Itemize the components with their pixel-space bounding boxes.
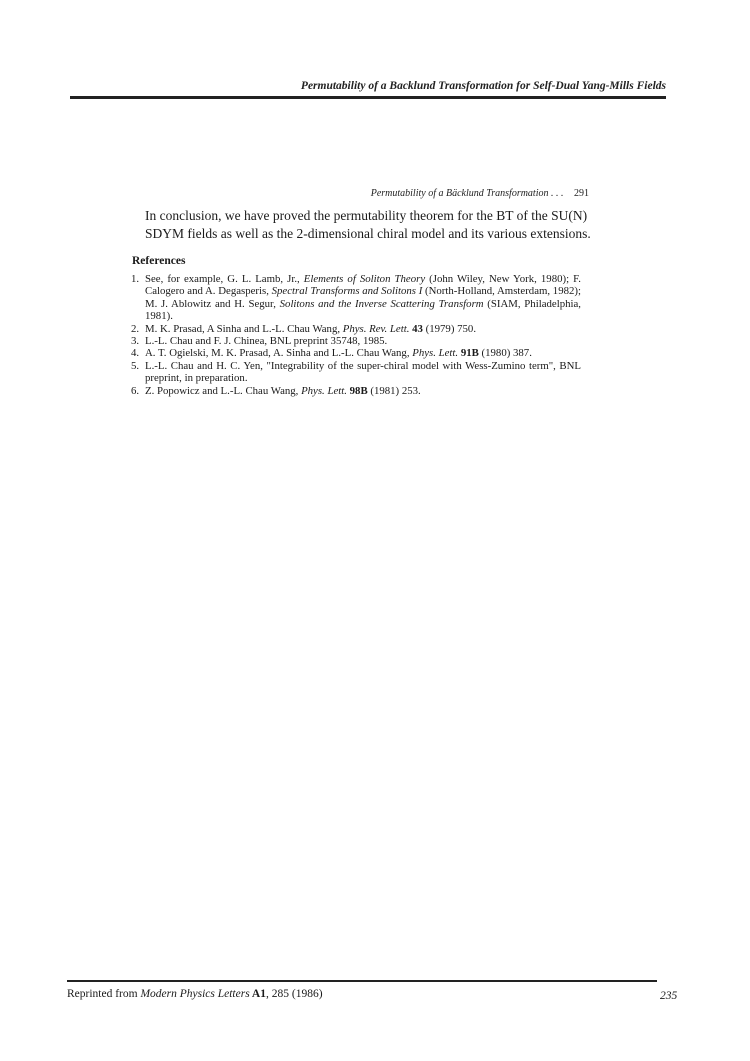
reference-number: 4. [131,347,140,360]
reference-item [131,385,581,397]
reference-text-part: Elements of Soliton Theory [303,273,426,285]
footer-volume: A1 [249,988,266,1000]
reference-text-part: Z. Popowicz and L.-L. Chau Wang, [145,384,302,397]
reference-text-part: (1981) 253. [367,384,421,397]
footer-journal: Modern Physics Letters [140,988,250,1000]
header-rule [70,96,666,99]
reference-item [131,273,581,323]
reference-text-part: (1980) 387. [478,347,532,360]
reference-text-part: Spectral Transforms and Solitons I [271,285,423,298]
reference-text-part: Phys. Lett. [301,384,347,397]
footer-citation [67,988,323,1000]
reference-text-part: L.-L. Chau and F. J. Chinea, BNL preprint 35748, 1985. [145,335,388,348]
footer-prefix: Reprinted from [67,988,141,1000]
reference-text-part: See, for example, G. L. Lamb, Jr., [145,273,304,285]
page-number: 235 [660,990,678,1002]
footer-rule [67,980,657,982]
reference-number: 1. [131,273,140,285]
reference-text-part: Phys. Rev. Lett. [342,322,410,335]
reference-text-part: (SIAM, Philadelphia, 1981). [145,297,581,323]
reference-text-part: (1979) 750. [422,322,477,335]
running-head: Permutability of a Backlund Transformation for Self-Dual Yang-Mills Fields [300,80,666,92]
reference-text [145,360,581,385]
inner-header-title: Permutability of a Bäcklund Transformation . . . [370,188,564,199]
reference-number: 6. [131,384,140,397]
reference-item [131,335,581,347]
references-list [131,273,581,397]
reference-text [145,385,581,397]
reference-text-part: L.-L. Chau and H. C. Yen, "Integrability of the super-chiral model with Wess-Zumino term", BNL preprint, in preparation. [145,359,581,385]
reference-text [145,335,581,347]
reference-item [131,323,581,335]
reference-text-part: 91B [460,347,479,360]
reference-item [131,360,581,385]
inner-header-page-number: 291 [574,188,589,199]
reference-text-part: 98B [349,384,368,397]
reference-text-part: A. T. Ogielski, M. K. Prasad, A. Sinha and L.-L. Chau Wang, [145,347,413,360]
reference-number: 2. [131,322,140,335]
reference-text-part: (North-Holland, Amsterdam, 1982); M. J. Ablowitz and H. Segur, [145,285,581,310]
reference-text [145,273,581,323]
reference-text [145,347,581,359]
reference-text-part: M. K. Prasad, A Sinha and L.-L. Chau Wang, [145,322,343,335]
reference-text-part: Phys. Lett. [412,347,459,360]
reference-text-part: 43 [412,322,423,335]
reference-text-part: (John Wiley, New York, 1980); F. Calogero and A. Degasperis, [145,273,581,298]
reference-text [145,323,581,335]
inner-page-header [371,188,589,199]
conclusion-paragraph: In conclusion, we have proved the permutability theorem for the BT of the SU(N) SDYM fields as well as the 2-dimensional chiral model and its various extensions. [145,208,591,241]
reference-number: 5. [131,359,140,372]
references-heading: References [132,255,186,267]
reference-text-part: Solitons and the Inverse Scattering Transform [279,297,484,310]
reference-item [131,347,581,359]
footer-rest: , 285 (1986) [265,988,323,1000]
reference-number: 3. [131,335,140,348]
